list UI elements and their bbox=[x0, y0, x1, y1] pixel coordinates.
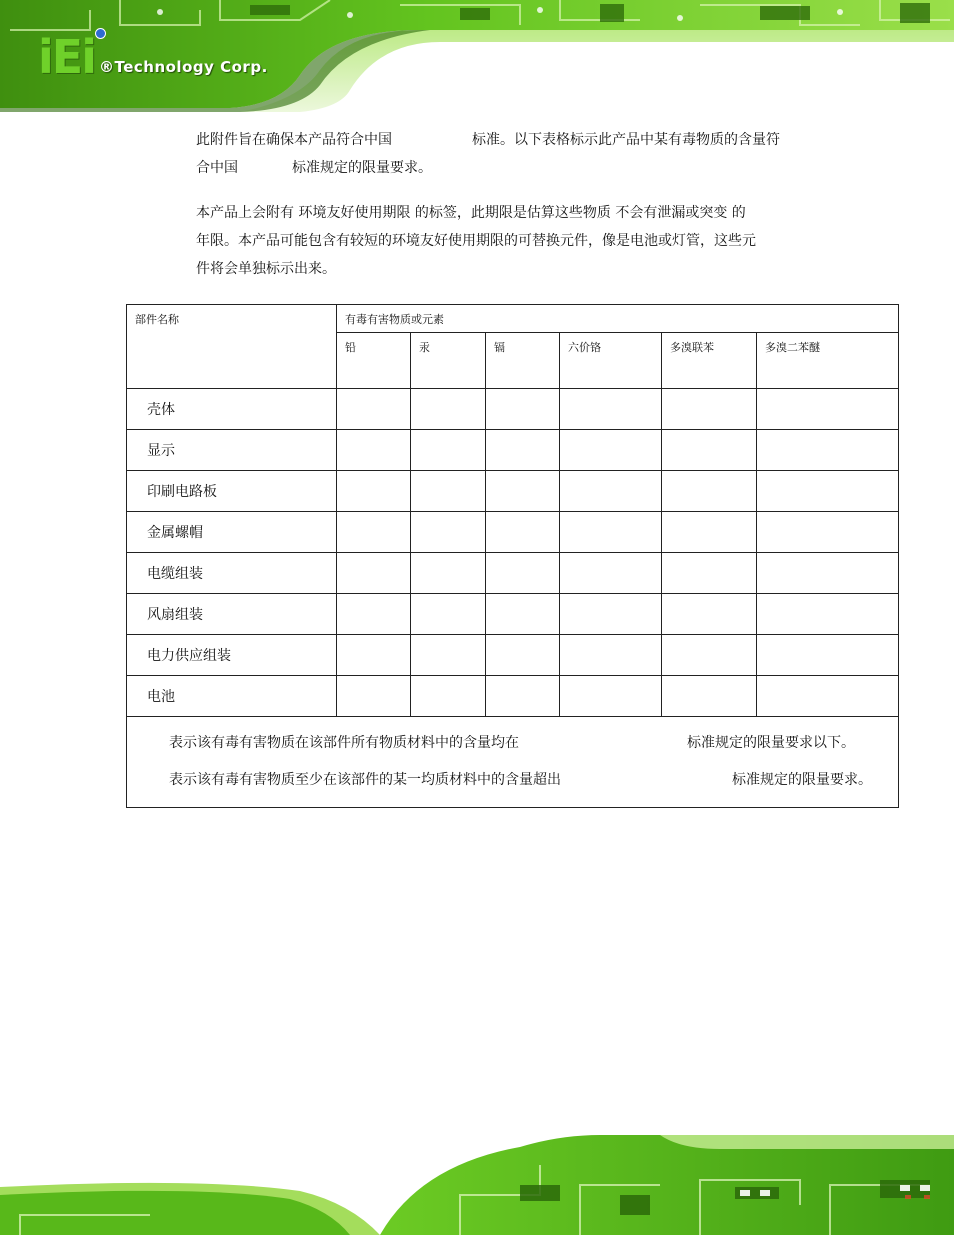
substance-cell bbox=[486, 553, 560, 594]
period-line2: 年限。本产品可能包含有较短的环境友好使用期限的可替换元件，像是电池或灯管，这些元 bbox=[196, 233, 756, 249]
iei-logo-mark: iEi bbox=[38, 30, 95, 84]
table-row bbox=[127, 389, 899, 430]
header-pbb: 多溴联苯 bbox=[662, 333, 757, 389]
substance-cell bbox=[486, 430, 560, 471]
substance-cell bbox=[337, 635, 411, 676]
intro-line1-a: 此附件旨在确保本产品符合中国 bbox=[196, 132, 392, 148]
period-line3: 件将会单独标示出来。 bbox=[196, 261, 336, 277]
substance-cell bbox=[411, 389, 486, 430]
header-chromium: 六价铬 bbox=[560, 333, 662, 389]
row-part-name: 壳体 bbox=[127, 389, 337, 430]
substance-cell bbox=[337, 389, 411, 430]
period-paragraph bbox=[196, 199, 816, 283]
row-part-name: 电缆组装 bbox=[127, 553, 337, 594]
row-part-name: 电力供应组装 bbox=[127, 635, 337, 676]
note2-text-a: 表示该有毒有害物质至少在该部件的某一均质材料中的含量超出 bbox=[169, 772, 561, 788]
substance-cell bbox=[560, 553, 662, 594]
substance-cell bbox=[411, 594, 486, 635]
substance-cell bbox=[757, 594, 899, 635]
intro-line2-b: 标准规定的限量要求。 bbox=[292, 160, 432, 176]
substance-cell bbox=[560, 512, 662, 553]
header-mercury: 汞 bbox=[411, 333, 486, 389]
substance-cell bbox=[486, 471, 560, 512]
substance-cell bbox=[411, 430, 486, 471]
substance-cell bbox=[486, 676, 560, 717]
substance-cell bbox=[411, 635, 486, 676]
table-row bbox=[127, 676, 899, 717]
substance-cell bbox=[560, 676, 662, 717]
substance-cell bbox=[337, 430, 411, 471]
row-part-name: 印刷电路板 bbox=[127, 471, 337, 512]
substance-cell bbox=[757, 553, 899, 594]
substance-cell bbox=[662, 471, 757, 512]
header-pbde: 多溴二苯醚 bbox=[757, 333, 899, 389]
substance-cell bbox=[662, 430, 757, 471]
table-row bbox=[127, 430, 899, 471]
substance-cell bbox=[337, 553, 411, 594]
row-part-name: 金属螺帽 bbox=[127, 512, 337, 553]
substance-cell bbox=[560, 594, 662, 635]
page-header-banner bbox=[0, 0, 954, 112]
table-notes bbox=[127, 717, 899, 808]
table-row bbox=[127, 512, 899, 553]
substance-cell bbox=[757, 512, 899, 553]
substance-cell bbox=[662, 389, 757, 430]
note2-text-b: 标准规定的限量要求。 bbox=[732, 772, 872, 788]
substance-cell bbox=[662, 676, 757, 717]
substance-cell bbox=[560, 389, 662, 430]
circuit-board-footer-graphic bbox=[0, 1125, 954, 1235]
page-footer-banner bbox=[0, 1125, 954, 1235]
table-row bbox=[127, 635, 899, 676]
substance-cell bbox=[486, 512, 560, 553]
substance-cell bbox=[486, 635, 560, 676]
substance-cell bbox=[486, 594, 560, 635]
intro-paragraph bbox=[196, 126, 816, 182]
substance-cell bbox=[337, 676, 411, 717]
substance-cell bbox=[337, 512, 411, 553]
substance-cell bbox=[662, 553, 757, 594]
hazardous-substance-table bbox=[126, 304, 899, 808]
substance-cell bbox=[757, 471, 899, 512]
note1-text-a: 表示该有毒有害物质在该部件所有物质材料中的含量均在 bbox=[169, 735, 519, 751]
substance-cell bbox=[560, 635, 662, 676]
substance-cell bbox=[560, 430, 662, 471]
substance-cell bbox=[560, 471, 662, 512]
substance-cell bbox=[411, 512, 486, 553]
table-body bbox=[127, 389, 899, 717]
substance-cell bbox=[757, 676, 899, 717]
intro-line2-a: 合中国 bbox=[196, 160, 238, 176]
substance-cell bbox=[411, 676, 486, 717]
substance-cell bbox=[662, 594, 757, 635]
period-line1: 本产品上会附有 环境友好使用期限 的标签，此期限是估算这些物质 不会有泄漏或突变 的 bbox=[196, 205, 746, 221]
header-part-name: 部件名称 bbox=[127, 305, 337, 389]
row-part-name: 电池 bbox=[127, 676, 337, 717]
substance-cell bbox=[662, 635, 757, 676]
logo-text: ®Technology Corp. bbox=[98, 58, 268, 76]
intro-line1-b: 标准。以下表格标示此产品中某有毒物质的含量符 bbox=[472, 132, 780, 148]
substance-cell bbox=[337, 594, 411, 635]
row-part-name: 风扇组装 bbox=[127, 594, 337, 635]
substance-cell bbox=[411, 553, 486, 594]
substance-cell bbox=[337, 471, 411, 512]
substance-cell bbox=[486, 389, 560, 430]
note1-text-b: 标准规定的限量要求以下。 bbox=[687, 735, 855, 751]
header-lead: 铅 bbox=[337, 333, 411, 389]
header-cadmium: 镉 bbox=[486, 333, 560, 389]
substance-cell bbox=[411, 471, 486, 512]
substance-cell bbox=[757, 389, 899, 430]
substance-cell bbox=[662, 512, 757, 553]
substance-cell bbox=[757, 430, 899, 471]
substance-cell bbox=[757, 635, 899, 676]
header-substance-group: 有毒有害物质或元素 bbox=[337, 305, 899, 333]
table-row bbox=[127, 471, 899, 512]
company-logo bbox=[38, 30, 268, 84]
row-part-name: 显示 bbox=[127, 430, 337, 471]
table-row bbox=[127, 594, 899, 635]
logo-dot-icon bbox=[95, 28, 106, 39]
table-row bbox=[127, 553, 899, 594]
